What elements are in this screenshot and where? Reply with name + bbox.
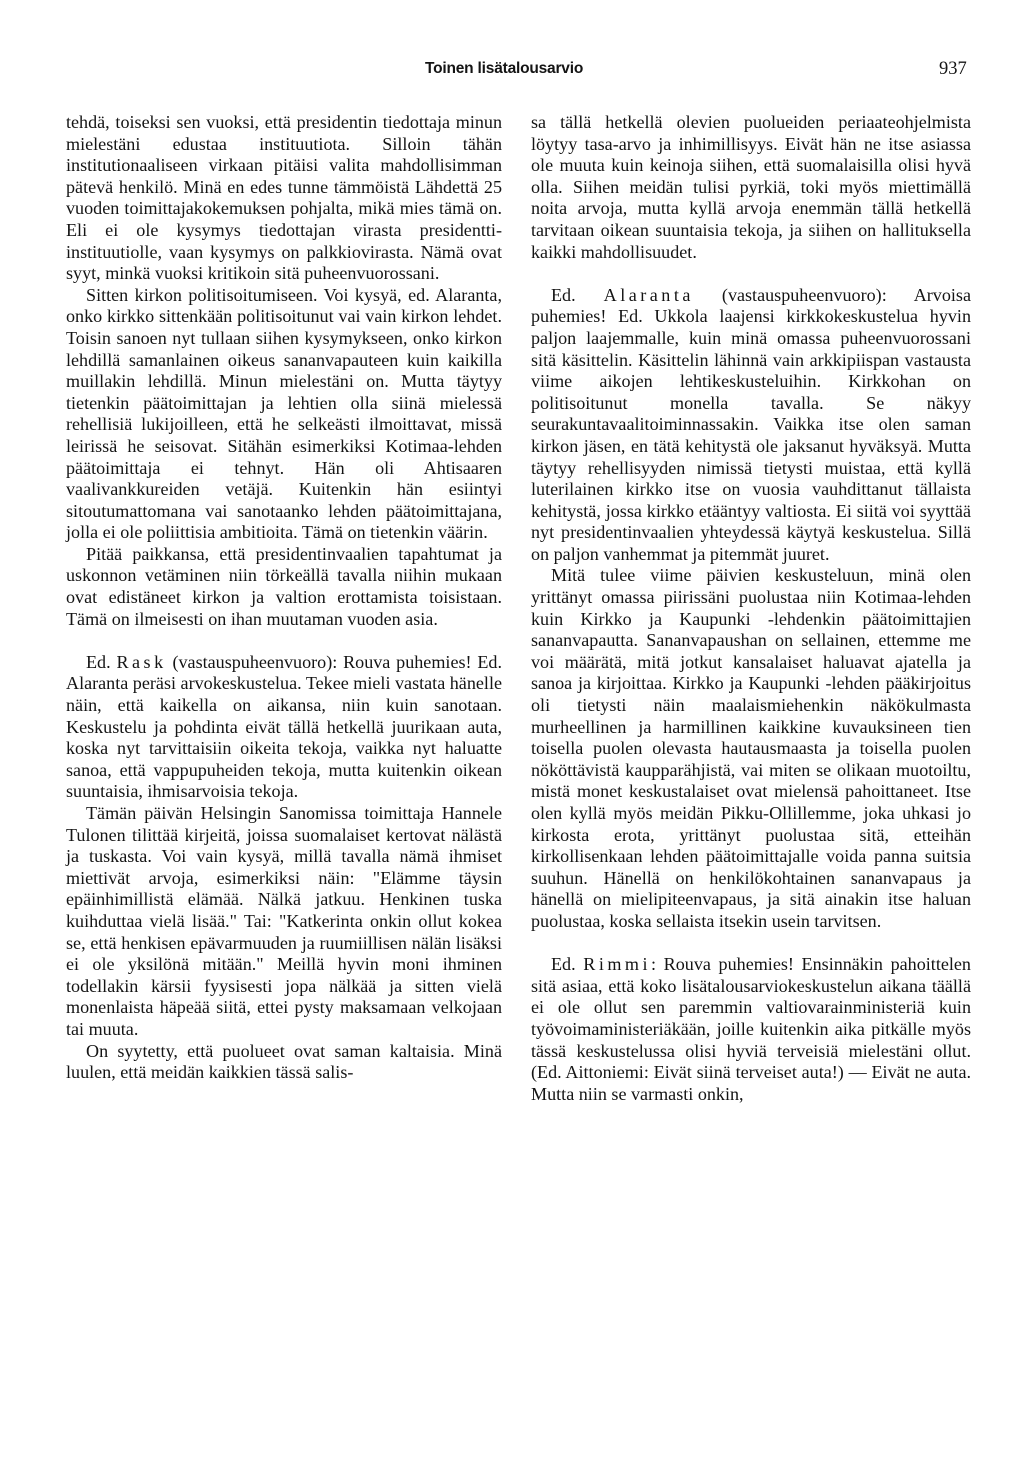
paragraph [66, 112, 502, 285]
paragraph-text: Mitä tulee viime päivien keskusteluun, minä olen yrittänyt omassa piirissäni puolustaa niin Kotimaa-lehden kuin Kirkko ja Kaupunki -lehdenkin päätoimittajien sananvapautta. Sananvapaushan on sellainen, ettemme me voi määrätä, mitä jotkut kansalaiset haluavat ajatella ja sanoa ja kirjoittaa. Kirkko ja Kaupunki -lehden pääkirjoitus oli tietysti näin maalaismiehenkin näkökulmasta murheellinen ja harmillinen kaikkine kuvauksineen tien toisella puolen olevasta hautausmaasta ja toisella puolen nököttävistä kaupparähjistä, vai miten se olikaan muotoiltu, mistä monet keskustalaiset ovat mielensä pahoittaneet. Itse olen kyllä myös meidän Pikku-Ollillemme, joka uhkasi jo kirkosta erota, yrittänyt puolustaa sitä, etteihän kirkollisenkaan lehden päätoimittajalle voida panna suitsia suuhun. Hänellä on henkilökohtainen sananvapaus ja hänellä on mielipiteenvapaus, ja sitä ainakin itse haluan puolustaa, koska sellaista itsekin usein tarvitsen. [531, 565, 971, 931]
paragraph-text: On syytetty, että puolueet ovat saman kaltaisia. Minä luulen, että meidän kaikkien tässä salis- [66, 1040, 502, 1083]
paragraph-text: Pitää paikkansa, että presidentinvaalien tapahtumat ja uskonnon vetäminen niin törkeällä tavalla niihin mukaan ovat edistäneet kirkon ja valtion erottamista toisistaan. Tämä on ilmeisesti on ihan muutaman vuoden asia. [66, 543, 502, 629]
paragraph [66, 1041, 502, 1084]
speaker-name: Rask [116, 651, 167, 672]
speech-paragraph [531, 954, 971, 1105]
paragraph-text: (vastauspuheenvuoro): Arvoisa puhemies! Ed. Ukkola laajensi kirkkokeskustelua hyvin paljon laajemmalle, kuin minä omassa puheenvuorossani sitä käsittelin. Käsittelin lähinnä vain arkkipiispan vastausta viime aikojen lehtikeskusteluihin. Kirkkohan on politisoitunut monella tavalla. Se näkyy seurakuntavaalitoiminnassakin. Vaikka itse olen saman kirkon jäsen, en tätä kehitystä ole jaksanut hyväksyä. Mutta täytyy rehellisyyden nimissä tietysti muistaa, että kyllä luterilainen kirkko itse on vuosia vauhdittanut tällaista kehitystä, jossa kirkko etääntyy valtiosta. Ei siitä voi syyttää nyt presidentinvaalien yhteydessä käytyä keskustelua. Sillä on paljon vanhemmat ja pitemmät juuret. [531, 284, 971, 564]
speaker-prefix: Ed. [86, 651, 117, 672]
speaker-prefix: Ed. [551, 954, 584, 975]
speech-paragraph [66, 652, 502, 803]
speaker-name: Rimmi [583, 954, 652, 975]
paragraph-text: tehdä, toiseksi sen vuoksi, että presidentin tiedottaja minun mielestäni edustaa instituutiota. Silloin tähän institutionaaliseen virkaan pitäisi valita mahdollisimman pätevä henkilö. Minä en edes tunne tämmöistä Lähdettä 25 vuoden toimittajakokemuksen pohjalta, mikä mies tämä on. Eli ei ole kysymys tiedottajan virasta presidentti-instituutiolle, vaan kysymys on palkkiovirasta. Nämä ovat syyt, minkä vuoksi kritikoin sitä puheenvuorossani. [66, 112, 502, 284]
paragraph-text: Sitten kirkon politisoitumiseen. Voi kysyä, ed. Alaranta, onko kirkko sittenkään politisoitunut vai vain kirkon lehdet. Toisin sanoen nyt tullaan siihen kysymykseen, onko kirkon lehdillä samanlainen oikeus sananvapauteen kuin kaikilla muillakin lehdillä. Minun mielestäni on. Mutta täytyy tietenkin päätoimittajan ja lehtien olla siinä mielessä rehellisiä lukijoilleen, että he selkeästi ilmoittavat, missä leirissä he seisovat. Sitähän esimerkiksi Kotimaa-lehden päätoimittaja ei tehnyt. Hän oli Ahtisaaren vaalivankkureiden vetäjä. Kuitenkin hän esiintyi sitoutumattomana vai sanotaanko lehden päätoimittajana, jolla ei ole poliittisia ambitioita. Tämä on tietenkin väärin. [66, 284, 502, 543]
page-header [0, 60, 1024, 84]
speaker-name: Alaranta [603, 284, 694, 305]
running-title: Toinen lisätalousarvio [425, 60, 584, 77]
speech-paragraph [531, 285, 971, 566]
left-column [66, 112, 502, 1084]
paragraph [531, 565, 971, 932]
paragraph [66, 544, 502, 630]
paragraph-text: (vastauspuheenvuoro): Rouva puhemies! Ed. Alaranta peräsi arvokeskustelua. Tekee mieli vastata hänelle näin, että kaikella on aikansa, niin kuin sanotaan. Keskustelu ja pohdinta eivät tällä hetkellä juurikaan auta, koska nyt tarvittaisiin oikeita tekoja, vaikka nyt haluatte sanoa, että vappupuheiden tekoja, mutta kuitenkin oikean suuntaisia, ihmisarvoisia tekoja. [66, 651, 502, 802]
speaker-prefix: Ed. [551, 284, 604, 305]
paragraph-text: Tämän päivän Helsingin Sanomissa toimittaja Hannele Tulonen tilittää kirjeitä, joissa suomalaiset kertovat nälästä ja tuskasta. Voi vain kysyä, millä tavalla nämä ihmiset miettivät arvoja, esimerkiksi näin: "Elämme täysin epäinhimillistä elämää. Nälkä jatkuu. Henkinen tuska kuihduttaa vielä lisää." Tai: "Katkerinta onkin ollut kokea se, että henkisen epävarmuuden ja ruumiillisen nälän lisäksi ei ole yksilönä mitään." Meillä hyvin moni ihminen todellakin kärsii fyysisesti jopa nälkää ja sitten vielä monenlaista häpeää siitä, ettei pysty maksamaan velkojaan tai muuta. [66, 803, 502, 1039]
right-column [531, 112, 971, 1105]
paragraph [66, 285, 502, 544]
paragraph-text: : Rouva puhemies! Ensinnäkin pahoittelen sitä asiaa, että koko lisätalousarviokeskustelun aikana täällä ei ole ollut sen paremmin valtiovarainministeriä kuin työvoimaministeriäkään, joille kuitenkin aika pitkälle myös tässä keskustelussa olisi hyviä terveisiä mielestäni ollut. (Ed. Aittoniemi: Eivät siinä terveiset auta!) — Eivät ne auta. Mutta niin se varmasti onkin, [531, 954, 971, 1104]
paragraph-text: sa tällä hetkellä olevien puolueiden periaateohjelmista löytyy tasa-arvo ja inhimillisyys. Eivät hän ne itse asiassa ole muuta kuin keinoja siihen, että suomalaisilla olisi hyvä olla. Siihen meidän tulisi pyrkiä, toki myös miettimällä noita arvoja, mutta kyllä arvoja enemmän tällä hetkellä tarvitaan oikean suuntaisia tekoja, ja siihen on hallituksella kaikki mahdollisuudet. [531, 112, 971, 262]
paragraph [66, 803, 502, 1041]
paragraph [531, 112, 971, 263]
page-number: 937 [939, 59, 967, 79]
